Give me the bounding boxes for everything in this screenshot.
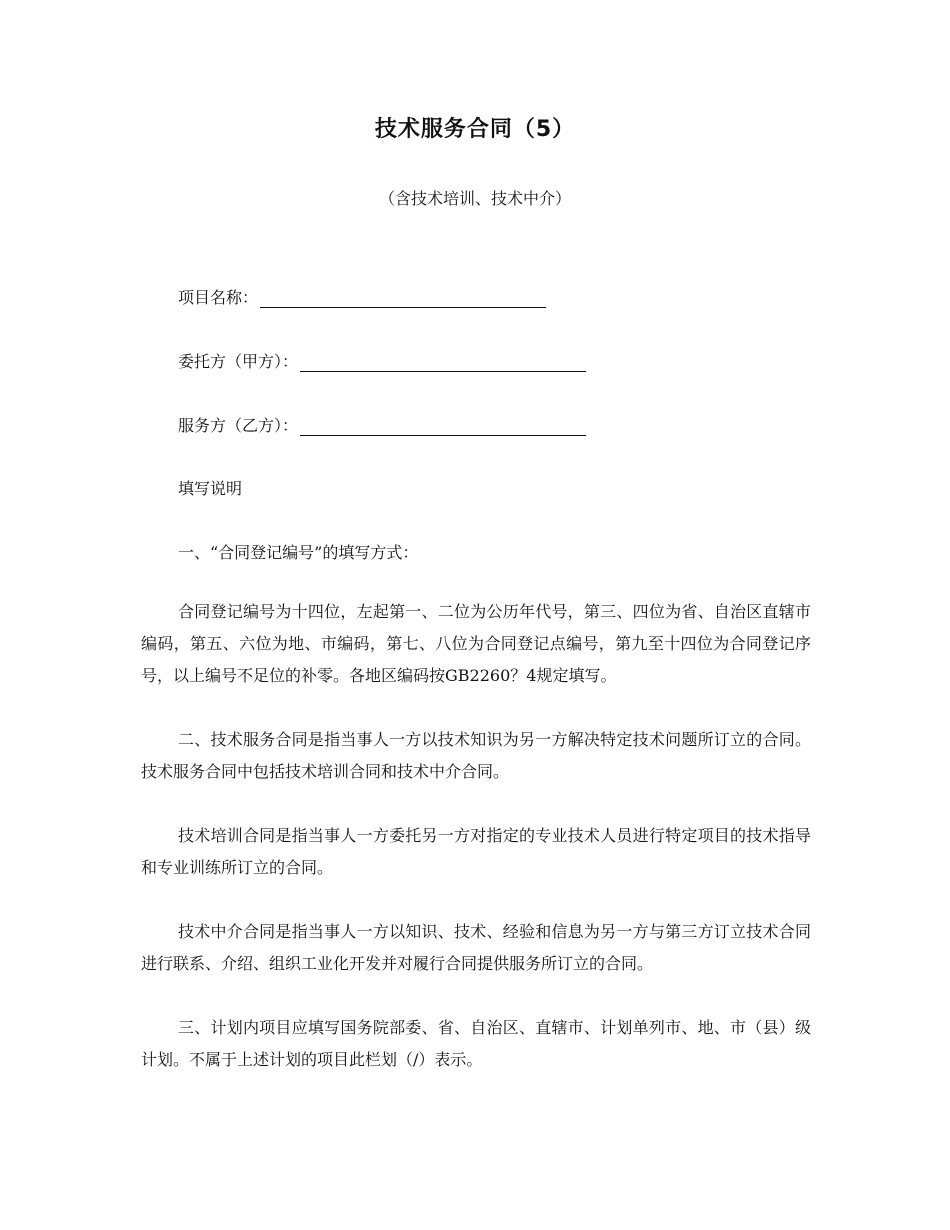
paragraph-registration-number: 合同登记编号为十四位，左起第一、二位为公历年代号，第三、四位为省、自治区直辖市编码，第五、六位为地、市编码，第七、八位为合同登记点编号，第九至十四位为合同登记序号，以上编号不足位的补零。各地区编码按GB2260？4规定填写。	[141, 602, 811, 685]
document-subtitle: （含技术培训、技术中介）	[378, 189, 571, 208]
paragraph-planned-projects: 三、计划内项目应填写国务院部委、省、自治区、直辖市、计划单列市、地、市（县）级计划。不属于上述计划的项目此栏划（/）表示。	[141, 1018, 811, 1069]
client-label: 委托方（甲方）：	[178, 352, 299, 371]
project-name-blank[interactable]	[260, 287, 546, 308]
project-name-label: 项目名称：	[178, 288, 259, 307]
document-title: 技术服务合同（5）	[374, 117, 576, 142]
client-field	[178, 348, 586, 372]
paragraph-service-contract: 二、技术服务合同是指当事人一方以技术知识为另一方解决特定技术问题所订立的合同。技术服务合同中包括技术培训合同和技术中介合同。	[141, 730, 811, 781]
section-one-heading: 一、“合同登记编号”的填写方式：	[178, 543, 419, 562]
provider-blank[interactable]	[300, 415, 586, 436]
paragraph-training-contract: 技术培训合同是指当事人一方委托另一方对指定的专业技术人员进行特定项目的技术指导和专业训练所订立的合同。	[141, 826, 811, 877]
instructions-heading: 填写说明	[178, 479, 243, 498]
paragraph-intermediary-contract: 技术中介合同是指当事人一方以知识、技术、经验和信息为另一方与第三方订立技术合同进行联系、介绍、组织工业化开发并对履行合同提供服务所订立的合同。	[141, 922, 811, 973]
provider-label: 服务方（乙方）：	[178, 416, 299, 435]
client-blank[interactable]	[300, 351, 586, 372]
project-name-field	[178, 284, 546, 308]
provider-field	[178, 412, 586, 436]
